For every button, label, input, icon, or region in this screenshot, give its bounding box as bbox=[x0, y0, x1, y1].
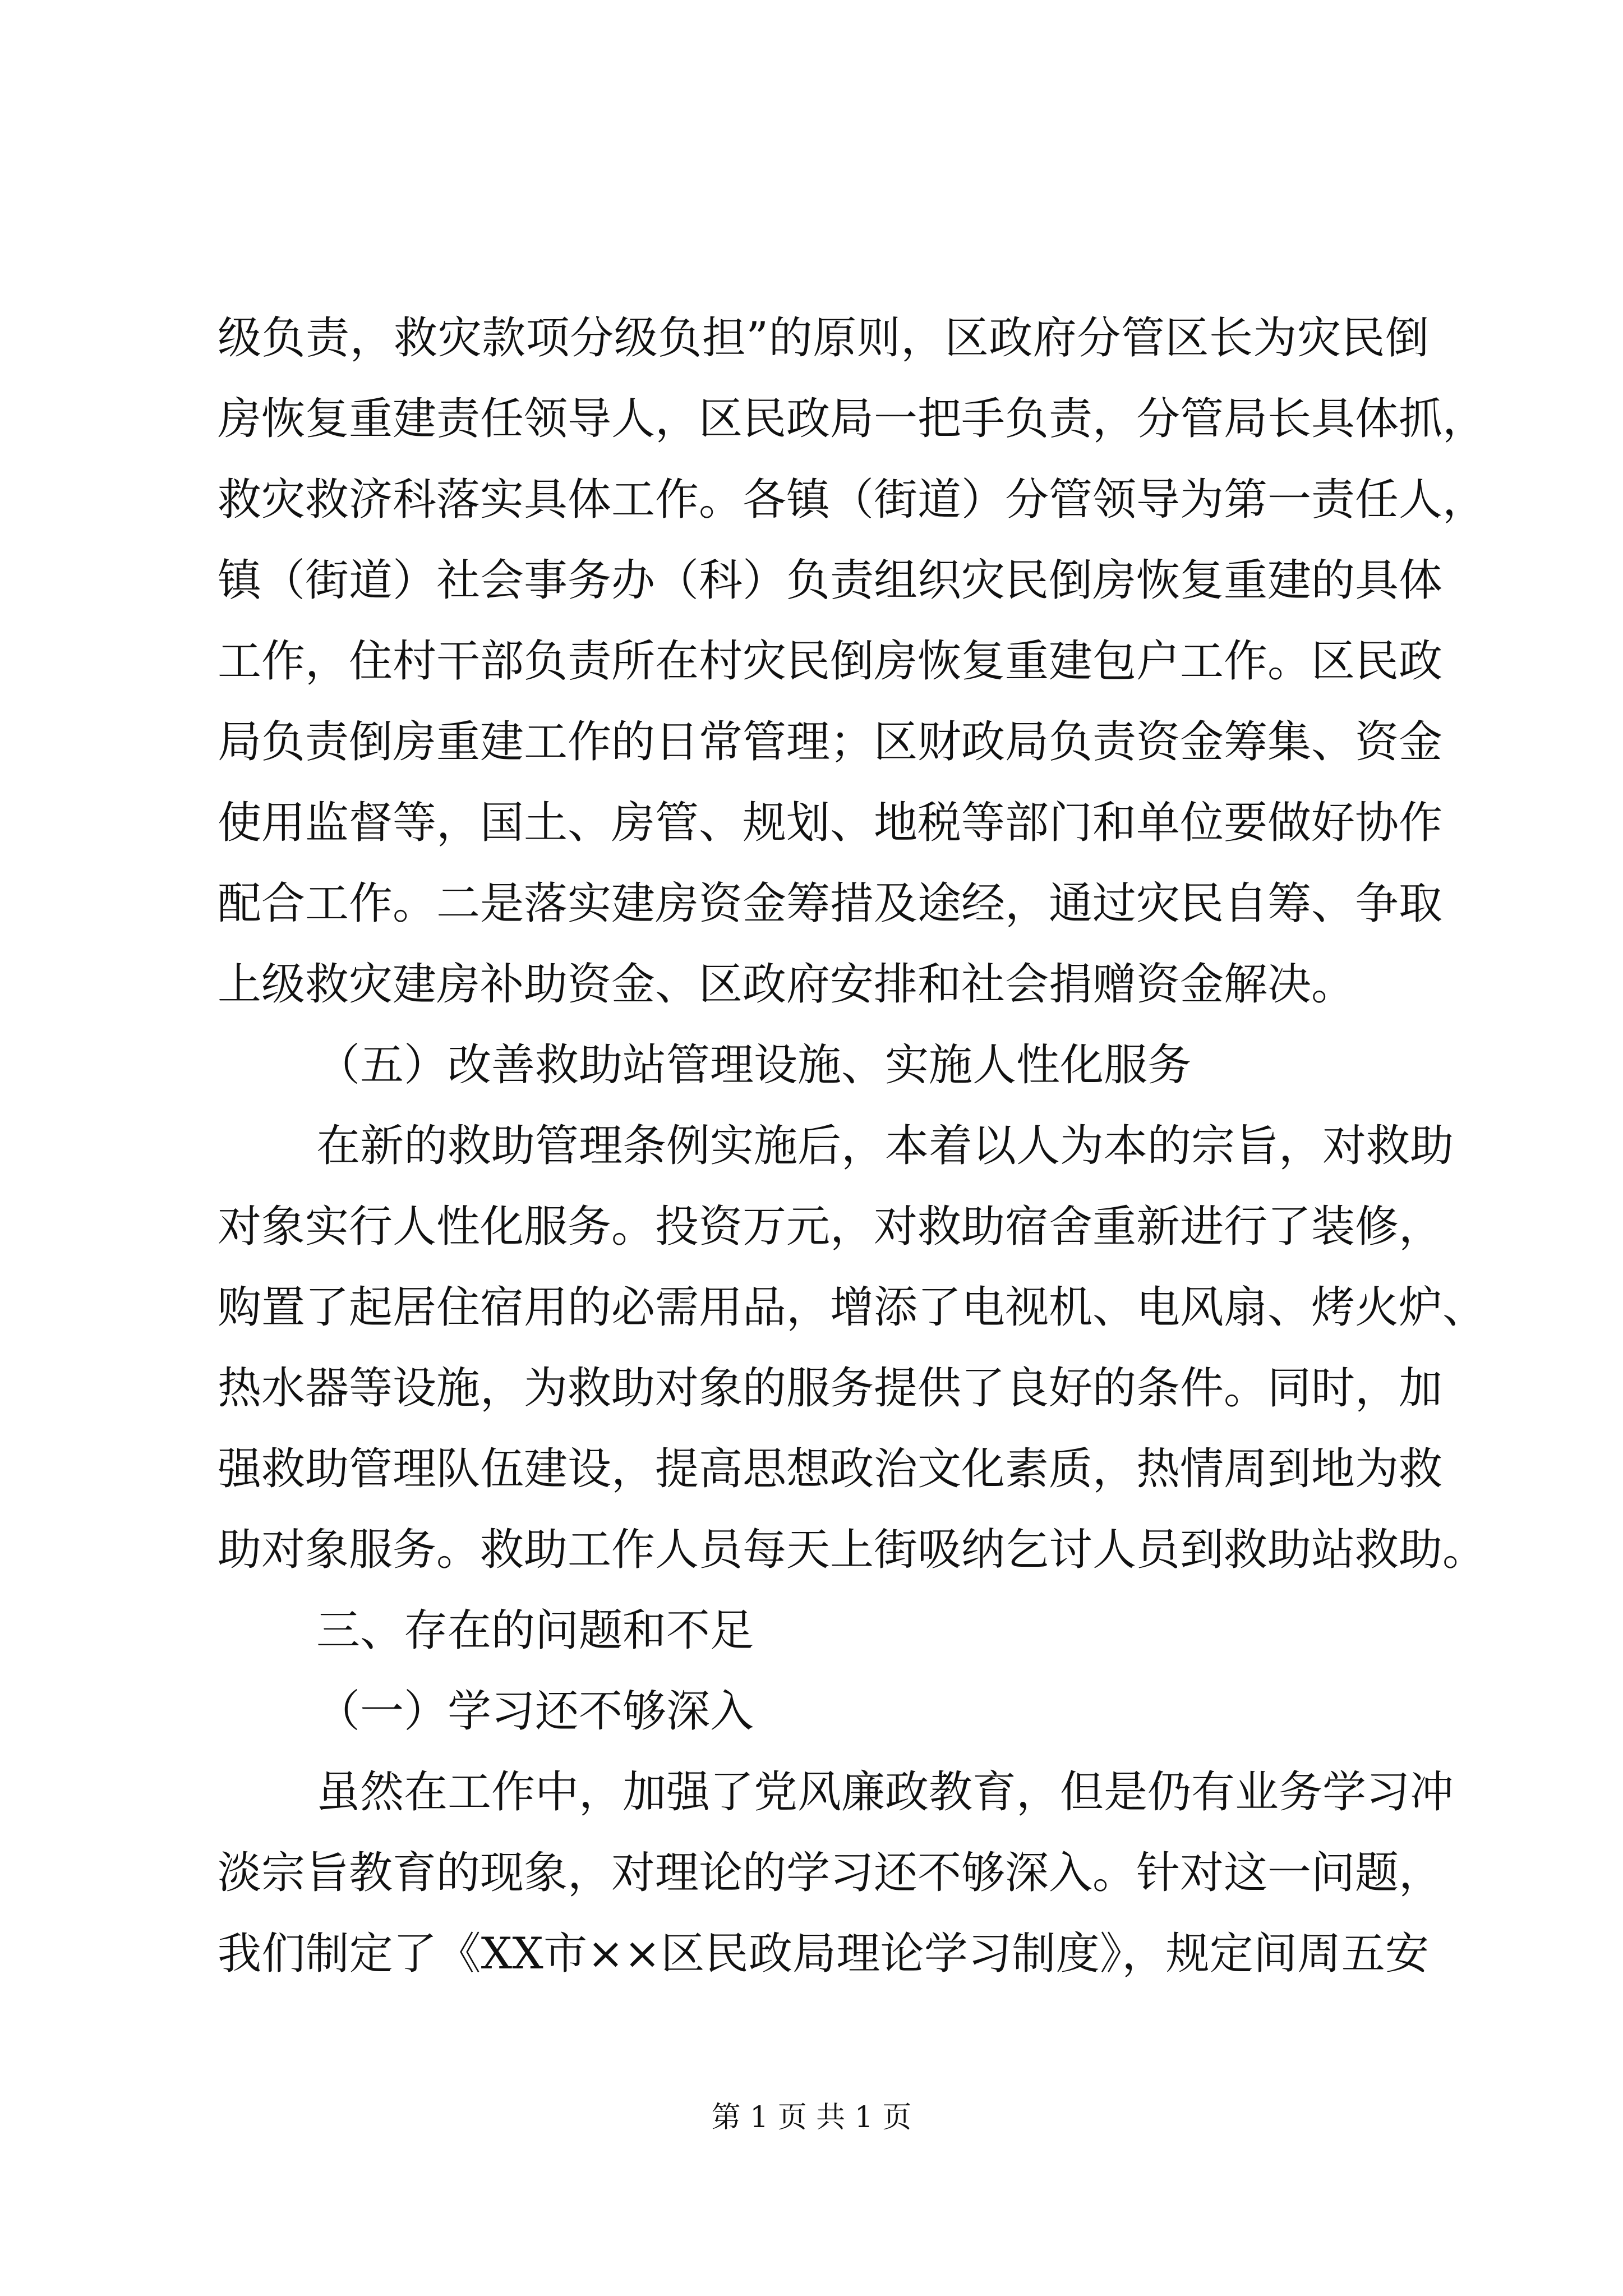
text-line: 购置了起居住宿用的必需用品，增添了电视机、电风扇、烤火炉、 bbox=[218, 1282, 1487, 1333]
paragraph-first-line: 在新的救助管理条例实施后，本着以人为本的宗旨，对救助 bbox=[316, 1121, 1454, 1171]
text-line: 工作，住村干部负责所在村灾民倒房恢复重建包户工作。区民政 bbox=[218, 636, 1443, 687]
text-line: 我们制定了《XX市××区民政局理论学习制度》，规定间周五安 bbox=[218, 1929, 1429, 1979]
text-line: 房恢复重建责任领导人，区民政局一把手负责，分管局长具体抓， bbox=[218, 394, 1487, 444]
paragraph-last-line: 上级救灾建房补助资金、区政府安排和社会捐赠资金解决。 bbox=[218, 959, 1355, 1010]
paragraph-first-line: 虽然在工作中，加强了党风廉政教育，但是仍有业务学习冲 bbox=[316, 1767, 1454, 1818]
text-line: 使用监督等，国土、房管、规划、地税等部门和单位要做好协作 bbox=[218, 798, 1443, 848]
text-line: 配合工作。二是落实建房资金筹措及途经，通过灾民自筹、争取 bbox=[218, 878, 1443, 929]
text-line: 淡宗旨教育的现象，对理论的学习还不够深入。针对这一问题， bbox=[218, 1848, 1443, 1898]
text-line: 强救助管理队伍建设，提高思想政治文化素质，热情周到地为救 bbox=[218, 1444, 1443, 1494]
section-heading: 三、存在的问题和不足 bbox=[316, 1605, 754, 1656]
page-footer: 第 1 页 共 1 页 bbox=[711, 2101, 912, 2134]
section-heading: （五）改善救助站管理设施、实施人性化服务 bbox=[316, 1040, 1192, 1091]
text-line: 救灾救济科落实具体工作。各镇（街道）分管领导为第一责任人， bbox=[218, 475, 1487, 525]
text-line: 级负责，救灾款项分级负担”的原则，区政府分管区长为灾民倒 bbox=[218, 313, 1429, 364]
text-line: 局负责倒房重建工作的日常管理；区财政局负责资金筹集、资金 bbox=[218, 717, 1443, 767]
text-line: 助对象服务。救助工作人员每天上街吸纳乞讨人员到救助站救助。 bbox=[218, 1525, 1487, 1575]
subsection-heading: （一）学习还不够深入 bbox=[316, 1686, 754, 1737]
text-line: 热水器等设施，为救助对象的服务提供了良好的条件。同时，加 bbox=[218, 1363, 1443, 1414]
text-line: 镇（街道）社会事务办（科）负责组织灾民倒房恢复重建的具体 bbox=[218, 555, 1443, 606]
text-line: 对象实行人性化服务。投资万元，对救助宿舍重新进行了装修， bbox=[218, 1202, 1443, 1252]
